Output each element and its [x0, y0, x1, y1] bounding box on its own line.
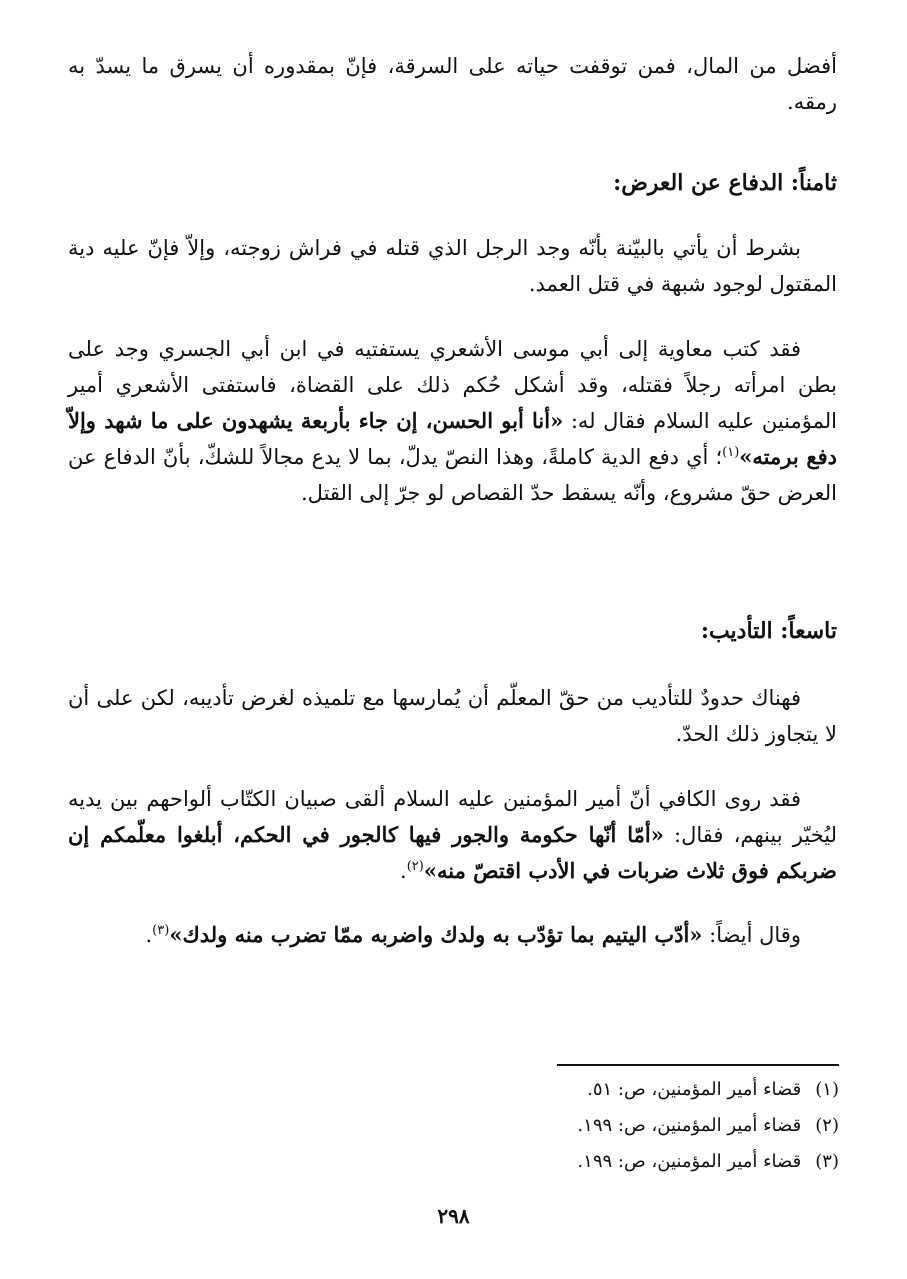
footnote-ref[interactable]: (١): [722, 445, 740, 460]
footnote-text: قضاء أمير المؤمنين، ص: ١٩٩.: [577, 1115, 802, 1136]
paragraph-continuation: [68, 48, 837, 120]
paragraph-text: فقد روى الكافي أنّ أمير المؤمنين عليه السلام ألقى صبيان الكتّاب ألواحهم بين يديه ليُخيّر بينهم، فقال:: [68, 787, 837, 847]
period: .: [400, 859, 407, 883]
paragraph-discipline: [68, 680, 837, 752]
paragraph-muawiya: [68, 331, 837, 511]
footnote-text: قضاء أمير المؤمنين، ص: ١٩٩.: [577, 1151, 802, 1172]
period: .: [145, 923, 153, 947]
footnote-ref[interactable]: (٢): [406, 859, 424, 874]
paragraph-text: فهناك حدودٌ للتأديب من حقّ المعلّم أن يُمارسها مع تلميذه لغرض تأديبه، لكن على أن لا يتجاوز ذلك الحدّ.: [68, 686, 837, 746]
footnote-1: [587, 1078, 839, 1102]
quotation: «أمّا أنّها حكومة والجور فيها كالجور في الحكم، أبلغوا معلّمكم إن ضربكم فوق ثلاث ضربات في الأدب اقتصّ منه»: [68, 822, 837, 883]
footnote-ref[interactable]: (٣): [152, 923, 170, 938]
paragraph-text: وقال أيضاً:: [702, 923, 801, 947]
section-heading-ninth: تاسعاً: التأديب:: [700, 618, 837, 644]
paragraph-text: بشرط أن يأتي بالبيّنة بأنّه وجد الرجل الذي قتله في فراش زوجته، وإلاّ فإنّ عليه دية المقتول لوجود شبهة في قتل العمد.: [68, 236, 837, 296]
paragraph-text: أفضل من المال، فمن توقفت حياته على السرقة، فإنّ بمقدوره أن يسرق ما يسدّ به رمقه.: [68, 54, 837, 114]
footnote-text: قضاء أمير المؤمنين، ص: ٥١.: [587, 1079, 802, 1100]
footnote-3: [577, 1150, 839, 1174]
paragraph-text: ؛ أي دفع الدية كاملةً، وهذا النصّ يدلّ، بما لا يدع مجالاً للشكّ، بأنّ الدفاع عن العرض حقّ مشروع، وأنّه يسقط حدّ القصاص لو جرّ إلى القتل.: [68, 445, 837, 505]
paragraph-orphan: [68, 917, 837, 953]
footnote-2: [577, 1114, 839, 1138]
section-heading-eighth: ثامناً: الدفاع عن العرض:: [613, 170, 837, 196]
footnote-divider: [557, 1064, 839, 1066]
footnote-number: (٢): [815, 1115, 839, 1136]
footnote-number: (١): [815, 1079, 839, 1100]
footnote-number: (٣): [815, 1151, 839, 1172]
paragraph-text: فقد كتب معاوية إلى أبي موسى الأشعري يستفتيه في ابن أبي الجسري وجد على بطن امرأته رجلاً فقتله، وقد أشكل حُكم ذلك على القضاة، فاستفتى الأشعري أمير المؤمنين عليه السلام فقال له:: [68, 337, 837, 433]
paragraph-condition: [68, 230, 837, 302]
paragraph-kafi: [68, 781, 837, 889]
quotation: «أنا أبو الحسن، إن جاء بأربعة يشهدون على ما شهد وإلاّ دفع برمته»: [68, 408, 837, 469]
page-number: ٢٩٨: [437, 1204, 470, 1228]
quotation: «أدّب اليتيم بما تؤدّب به ولدك واضربه ممّا تضرب منه ولدك»: [169, 922, 703, 947]
